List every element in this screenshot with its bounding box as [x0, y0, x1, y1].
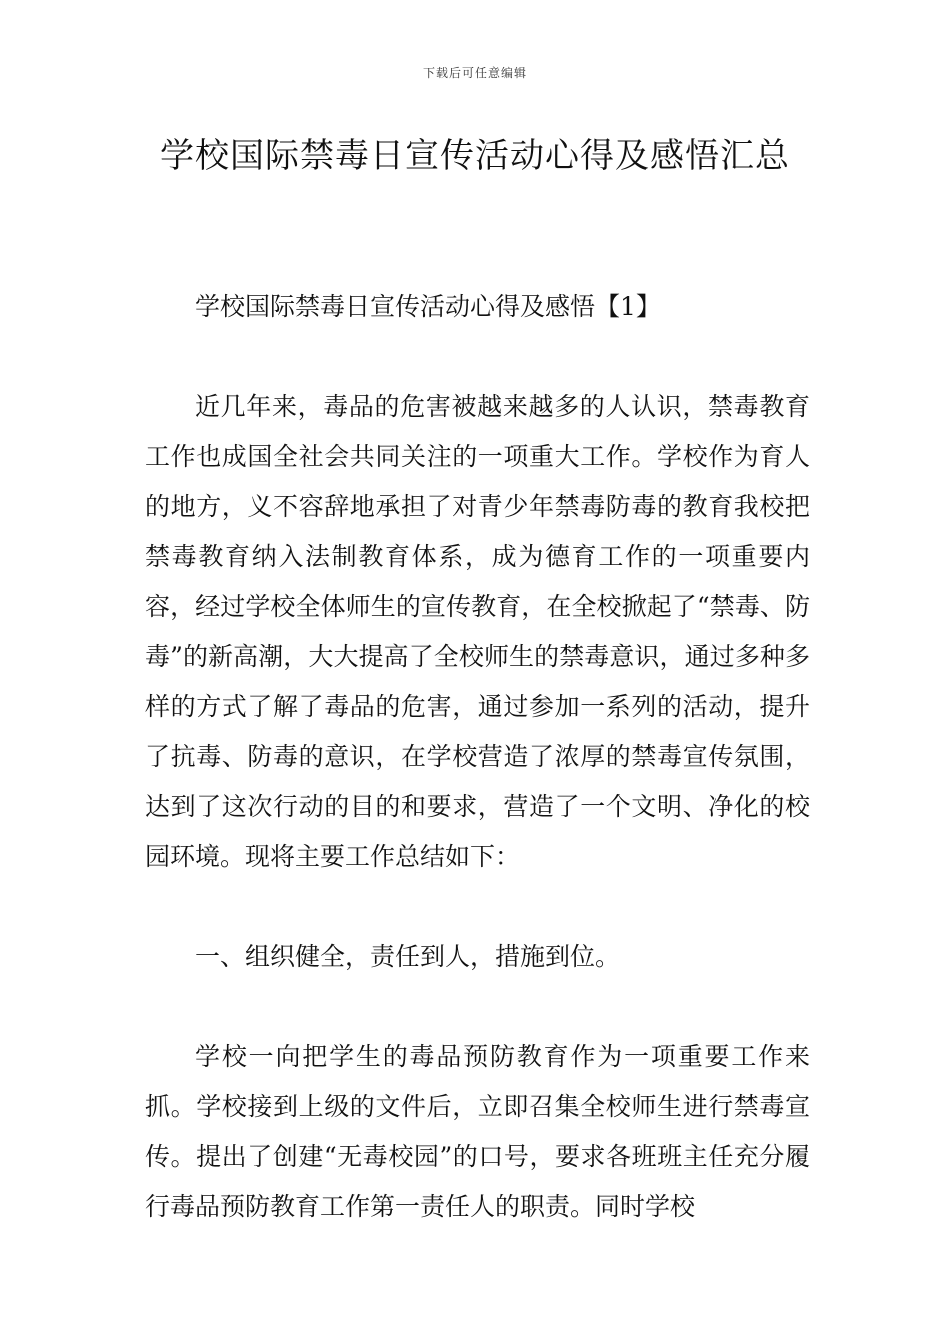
paragraph-gap	[145, 882, 810, 932]
paragraph-2: 学校一向把学生的毒品预防教育作为一项重要工作来抓。学校接到上级的文件后，立即召集全校师生进行禁毒宣传。提出了创建“无毒校园”的口号，要求各班班主任充分履行毒品预防教育工作第一责任人的职责。同时学校	[145, 1042, 810, 1221]
header-note: 下载后可任意编辑	[422, 66, 527, 80]
section-heading: 学校国际禁毒日宣传活动心得及感悟【1】	[195, 292, 661, 321]
paragraph-gap	[145, 982, 810, 1032]
document-title: 学校国际禁毒日宣传活动心得及感悟汇总	[160, 136, 790, 176]
paragraph-gap	[145, 332, 810, 382]
subheading-1: 一、组织健全，责任到人，措施到位。	[195, 942, 621, 971]
paragraph-1: 近几年来，毒品的危害被越来越多的人认识，禁毒教育工作也成国全社会共同关注的一项重大工作。学校作为育人的地方，义不容辞地承担了对青少年禁毒防毒的教育我校把禁毒教育纳入法制教育体系，成为德育工作的一项重要内容，经过学校全体师生的宣传教育，在全校掀起了“禁毒、防毒”的新高潮，大大提高了全校师生的禁毒意识，通过多种多样的方式了解了毒品的危害，通过参加一系列的活动，提升了抗毒、防毒的意识，在学校营造了浓厚的禁毒宣传氛围，达到了这次行动的目的和要求，营造了一个文明、净化的校园环境。现将主要工作总结如下：	[145, 392, 810, 871]
document-body	[145, 282, 810, 1232]
